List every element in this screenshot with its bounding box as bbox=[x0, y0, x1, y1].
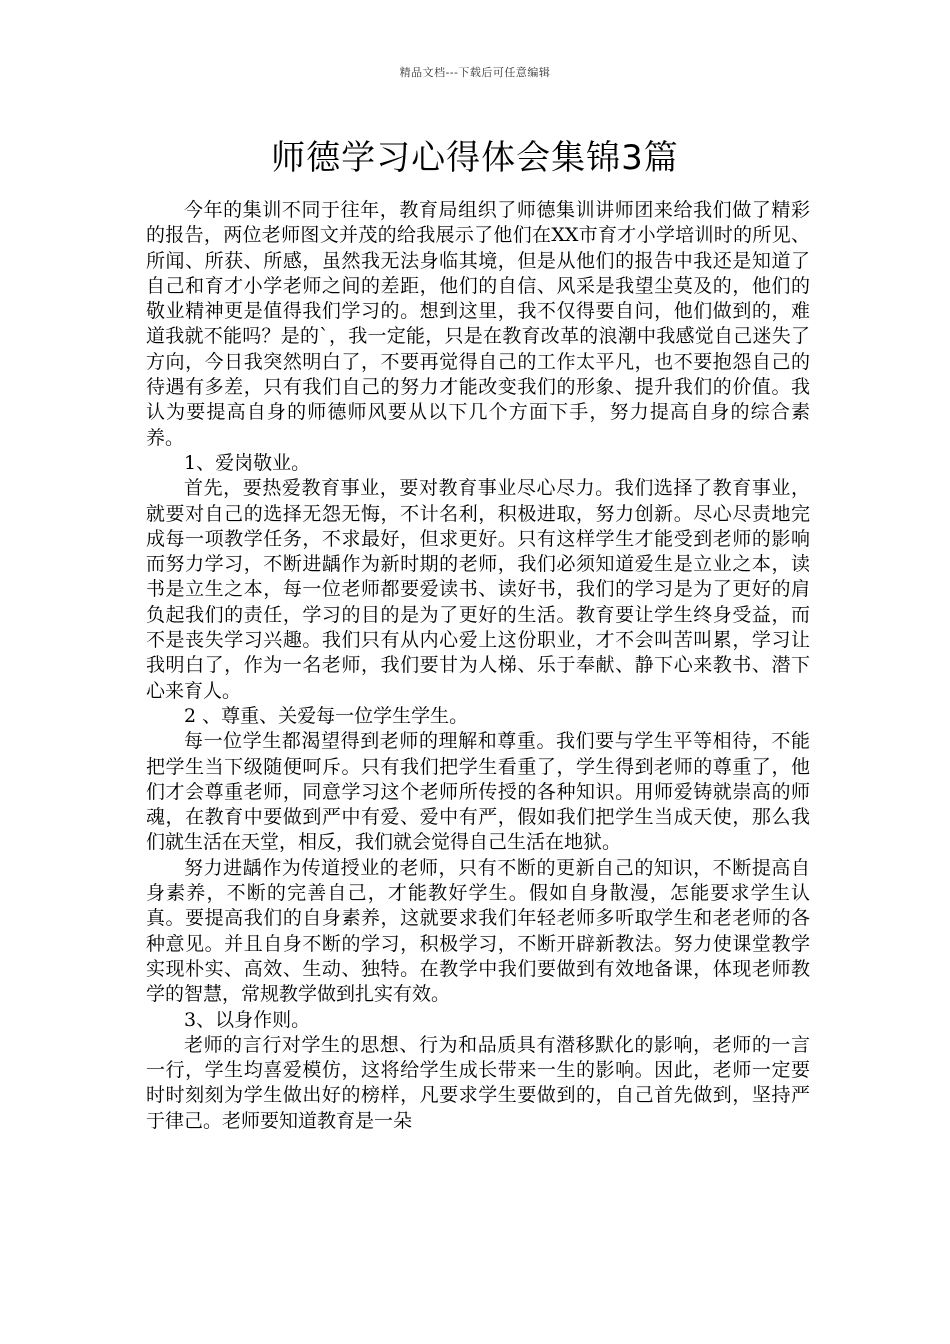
section-heading-1: 1、爱岗敬业。 bbox=[184, 451, 311, 474]
section-heading-3: 3、以身作则。 bbox=[184, 1008, 311, 1031]
document-body bbox=[146, 198, 810, 1134]
paragraph-section-3: 老师的言行对学生的思想、行为和品质具有潜移默化的影响，老师的一言一行，学生均喜爱模仿，这将给学生成长带来一生的影响。因此，老师一定要时时刻刻为学生做出好的榜样，凡要求学生要做到的，自己首先做到，坚持严于律己。老师要知道教育是一朵 bbox=[146, 1033, 810, 1132]
document-title: 师德学习心得体会集锦3篇 bbox=[271, 138, 679, 178]
header-watermark: 精品文档---下载后可任意编辑 bbox=[399, 66, 551, 79]
paragraph-intro: 今年的集训不同于往年，教育局组织了师德集训讲师团来给我们做了精彩的报告，两位老师图文并茂的给我展示了他们在XX市育才小学培训时的所见、所闻、所获、所感，虽然我无法身临其境，但是从他们的报告中我还是知道了自己和育才小学老师之间的差距，他们的自信、风采是我望尘莫及的，他们的敬业精神更是值得我们学习的。想到这里，我不仅得要自问，他们做到的，难道我就不能吗？是的`，我一定能，只是在教育改革的浪潮中我感觉自己迷失了方向，今日我突然明白了，不要再觉得自己的工作太平凡，也不要抱怨自己的待遇有多差，只有我们自己的努力才能改变我们的形象、提升我们的价值。我认为要提高自身的师德师风要从以下几个方面下手，努力提高自身的综合素养。 bbox=[146, 199, 810, 449]
paragraph-section-2a: 每一位学生都渴望得到老师的理解和尊重。我们要与学生平等相待，不能把学生当下级随便呵斥。只有我们把学生看重了，学生得到老师的尊重了，他们才会尊重老师，同意学习这个老师所传授的各种知识。用师爱铸就崇高的师魂，在教育中要做到严中有爱、爱中有严，假如我们把学生当成天使，那么我们就生活在天堂，相反，我们就会觉得自己生活在地狱。 bbox=[146, 730, 810, 854]
paragraph-section-2b: 努力进龋作为传道授业的老师，只有不断的更新自己的知识，不断提高自身素养，不断的完善自己，才能教好学生。假如自身散漫，怎能要求学生认真。要提高我们的自身素养，这就要求我们年轻老师多听取学生和老老师的各种意见。并且自身不断的学习，积极学习，不断开辟新教法。努力使课堂教学实现朴实、高效、生动、独特。在教学中我们要做到有效地备课，体现老师教学的智慧，常规教学做到扎实有效。 bbox=[146, 856, 810, 1006]
section-heading-2: 2 、尊重、关爱每一位学生学生。 bbox=[184, 704, 469, 727]
paragraph-section-1: 首先，要热爱教育事业，要对教育事业尽心尽力。我们选择了教育事业，就要对自己的选择无怨无悔，不计名利，积极进取，努力创新。尽心尽责地完成每一项教学任务，不求最好，但求更好。只有这样学生才能受到老师的影响而努力学习，不断进龋作为新时期的老师，我们必须知道爱生是立业之本，读书是立生之本，每一位老师都要爱读书、读好书，我们的学习是为了更好的肩负起我们的责任，学习的目的是为了更好的生活。教育要让学生终身受益，而不是丧失学习兴趣。我们只有从内心爱上这份职业，才不会叫苦叫累，学习让我明白了，作为一名老师，我们要甘为人梯、乐于奉献、静下心来教书、潜下心来育人。 bbox=[146, 477, 810, 702]
